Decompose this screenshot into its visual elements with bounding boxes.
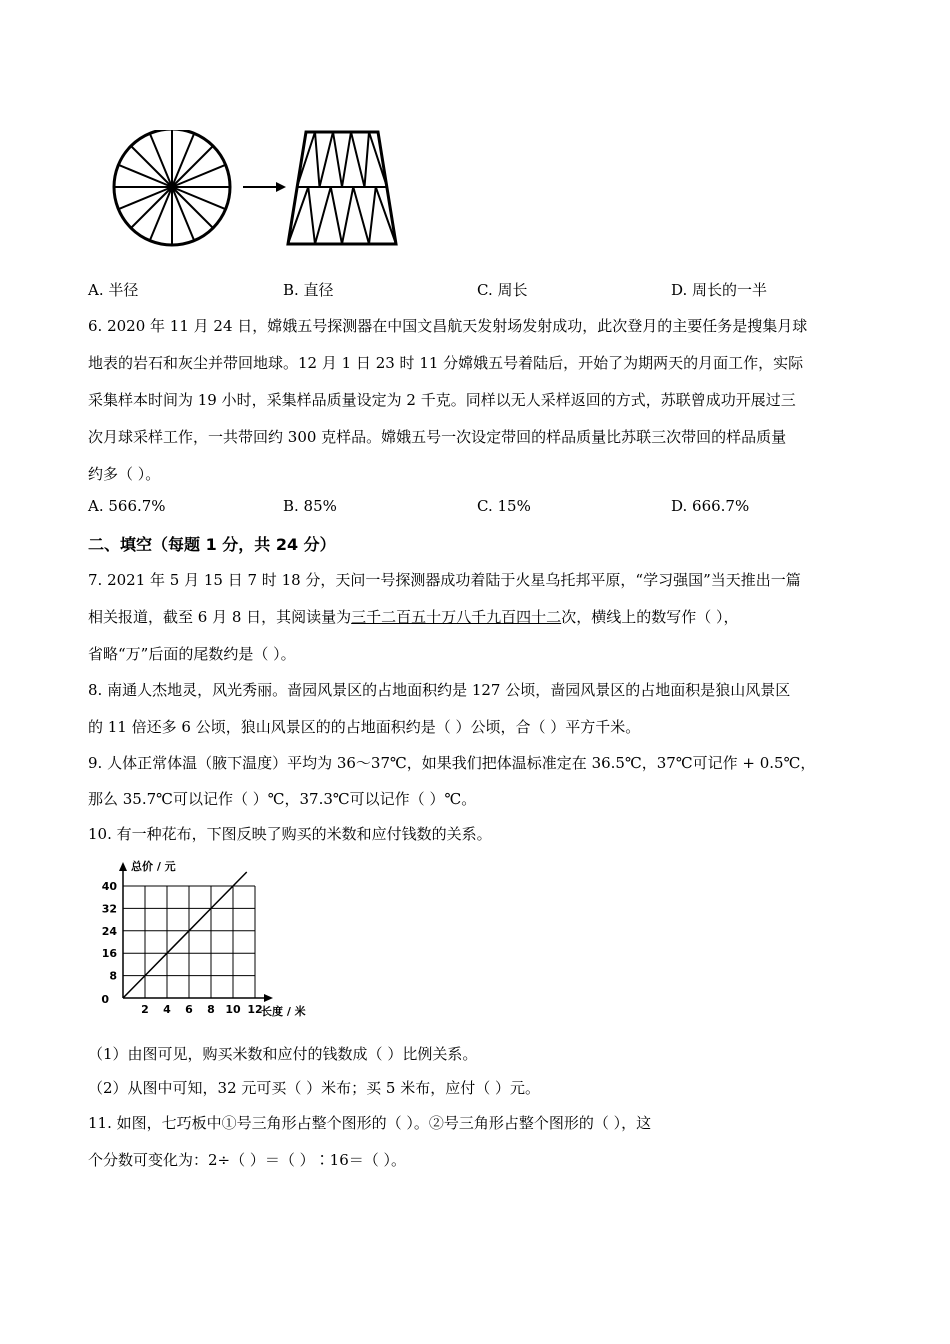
y-axis-arrow-icon xyxy=(119,862,127,871)
section-2-heading: 二、填空（每题 1 分，共 24 分） xyxy=(88,535,336,554)
q6-line-1: 6. 2020 年 11 月 24 日，嫦娥五号探测器在中国文昌航天发射场发射成功，此次登月的主要任务是搜集月球 xyxy=(88,317,808,335)
q10-sub-1: （1）由图可见，购买米数和应付的钱数成（ ）比例关系。 xyxy=(88,1045,478,1063)
y-tick-label: 24 xyxy=(101,924,117,938)
price-length-chart xyxy=(85,858,325,1032)
x-tick-label: 8 xyxy=(207,1003,215,1016)
circle-radius-line xyxy=(172,187,213,228)
circle-radius-line xyxy=(131,187,172,228)
circle-radius-line xyxy=(172,146,213,187)
divided-circle xyxy=(114,130,230,245)
circle-rearrangement-figure xyxy=(110,130,410,254)
q6-option-b: B. 85% xyxy=(283,497,337,515)
x-tick-label: 12 xyxy=(247,1003,263,1016)
q10-sub-2: （2）从图中可知，32 元可买（ ）米布；买 5 米布，应付（ ）元。 xyxy=(88,1079,541,1097)
sector-zigzag xyxy=(297,132,387,187)
q6-option-d: D. 666.7% xyxy=(671,497,750,515)
q9-line-1: 9. 人体正常体温（腋下温度）平均为 36～37℃，如果我们把体温标准定在 36.5℃，37℃可记作 + 0.5℃， xyxy=(88,754,816,772)
x-tick-label: 4 xyxy=(163,1003,171,1016)
y-tick-label: 40 xyxy=(101,880,117,893)
y-tick-label: 8 xyxy=(109,969,117,983)
q7-line-1: 7. 2021 年 5 月 15 日 7 时 18 分，天问一号探测器成功着陆于火星乌托邦平原，“学习强国”当天推出一篇 xyxy=(88,571,801,589)
y-tick-label: 16 xyxy=(101,947,117,961)
chart-grid xyxy=(123,886,255,998)
x-tick-label: 10 xyxy=(225,1003,241,1016)
y-tick-label: 32 xyxy=(101,902,117,916)
q6-option-a: A. 566.7% xyxy=(88,497,166,515)
q5-option-d: D. 周长的一半 xyxy=(671,281,768,299)
arrow-icon xyxy=(243,182,286,192)
q6-line-2: 地表的岩石和灰尘并带回地球。12 月 1 日 23 时 11 分嫦娥五号着陆后，开始了为期两天的月面工作，实际 xyxy=(88,354,804,372)
q8-line-1: 8. 南通人杰地灵，风光秀丽。啬园风景区的占地面积约是 127 公顷，啬园风景区的占地面积是狼山风景区 xyxy=(88,681,791,699)
q5-option-b: B. 直径 xyxy=(283,281,334,299)
q5-option-a: A. 半径 xyxy=(88,281,139,299)
y-axis-label: 总价 / 元 xyxy=(131,860,176,873)
q6-line-5: 约多（ ）。 xyxy=(88,465,161,483)
x-axis-label: 长度 / 米 xyxy=(261,1005,306,1018)
q7-underlined-number: 三千二百五十万八千九百四十二 xyxy=(351,608,562,626)
q6-line-4: 次月球采样工作，一共带回约 300 克样品。嫦娥五号一次设定带回的样品质量比苏联三次带回的样品质量 xyxy=(88,428,787,446)
q7-line-2-prefix: 相关报道，截至 6 月 8 日，其阅读量为 xyxy=(88,608,352,626)
q7-line-2 xyxy=(88,606,738,627)
rearranged-trapezoid xyxy=(288,132,396,244)
x-axis-arrow-icon xyxy=(264,994,273,1002)
x-tick-label: 2 xyxy=(141,1003,149,1016)
q10-line-1: 10. 有一种花布，下图反映了购买的米数和应付钱数的关系。 xyxy=(88,825,492,843)
sector-zigzag xyxy=(288,187,396,244)
q5-option-c: C. 周长 xyxy=(477,281,528,299)
q7-line-2-suffix: 次，横线上的数写作（ ）， xyxy=(561,608,739,626)
x-tick-label: 6 xyxy=(185,1003,193,1016)
q6-line-3: 采集样本时间为 19 小时，采集样品质量设定为 2 千克。同样以无人采样返回的方式，苏联曾成功开展过三 xyxy=(88,391,796,409)
price-series-line xyxy=(123,872,247,998)
origin-label: 0 xyxy=(101,993,109,1006)
q6-option-c: C. 15% xyxy=(477,497,531,515)
q8-line-2: 的 11 倍还多 6 公顷，狼山风景区的的占地面积约是（ ）公顷，合（ ）平方千米。 xyxy=(88,718,641,736)
circle-figure-svg xyxy=(110,130,410,250)
q11-line-1: 11. 如图，七巧板中①号三角形占整个图形的（ ）。②号三角形占整个图形的（ ），这 xyxy=(88,1114,652,1132)
circle-radius-line xyxy=(131,146,172,187)
q11-line-2: 个分数可变化为：2÷（ ）＝（ ）∶16＝（ ）。 xyxy=(88,1151,407,1169)
circle-center-dot xyxy=(168,183,176,191)
q9-line-2: 那么 35.7℃可以记作（ ）℃，37.3℃可以记作（ ）℃。 xyxy=(88,790,477,808)
q7-line-3: 省略“万”后面的尾数约是（ ）。 xyxy=(88,645,296,663)
chart-svg xyxy=(85,858,325,1028)
